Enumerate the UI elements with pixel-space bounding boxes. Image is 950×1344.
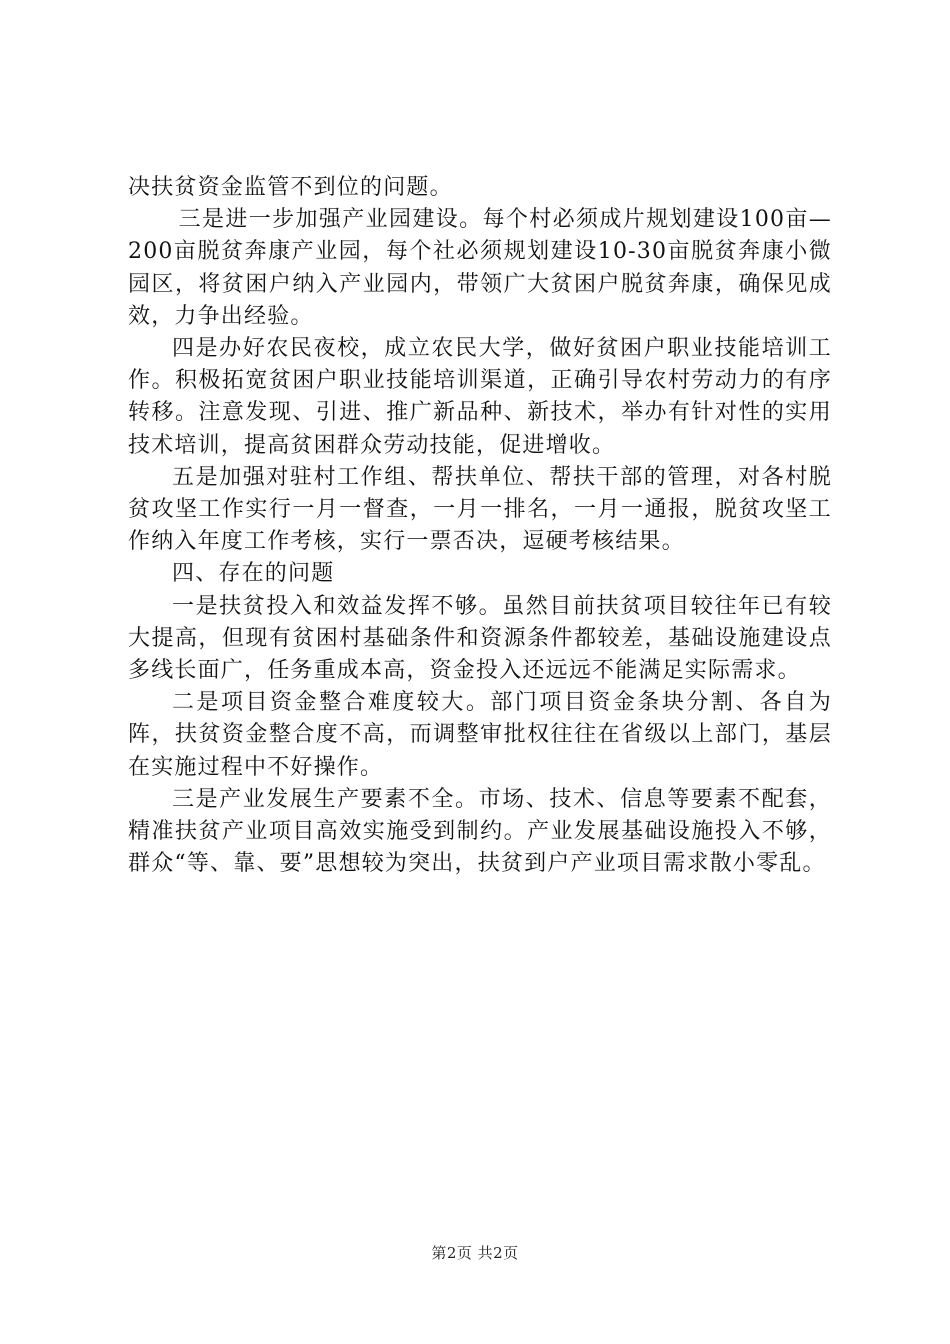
paragraph-problem-one: 一是扶贫投入和效益发挥不够。虽然目前扶贫项目较往年已有较大提高，但现有贫困村基础条件和资源条件都较差，基础设施建设点多线长面广，任务重成本高，资金投入还远远不能满足实际需求。 [128, 593, 832, 684]
paragraph-farmer-school: 四是办好农民夜校，成立农民大学，做好贫困户职业技能培训工作。积极拓宽贫困户职业技能培训渠道，正确引导农村劳动力的有序转移。注意发现、引进、推广新品种、新技术，举办有针对性的实用技术培训，提高贫困群众劳动技能，促进增收。 [128, 336, 832, 458]
paragraph-problem-two: 二是项目资金整合难度较大。部门项目资金条块分割、各自为阵，扶贫资金整合度不高，而调整审批权往往在省级以上部门，基层在实施过程中不好操作。 [128, 690, 832, 780]
paragraph-problem-three: 三是产业发展生产要素不全。市场、技术、信息等要素不配套，精准扶贫产业项目高效实施受到制约。产业发展基础设施投入不够，群众“等、靠、要”思想较为突出，扶贫到户产业项目需求散小零乱。 [128, 786, 832, 877]
document-body [128, 172, 832, 880]
section-heading-problems: 四、存在的问题 [172, 561, 335, 587]
paragraph-industrial-park: 三是进一步加强产业园建设。每个村必须成片规划建设100亩—200亩脱贫奔康产业园，每个社必须规划建设10-30亩脱贫奔康小微园区，将贫困户纳入产业园内，带领广大贫困户脱贫奔康，确保见成效，力争出经验。 [128, 207, 832, 329]
paragraph-management: 五是加强对驻村工作组、帮扶单位、帮扶干部的管理，对各村脱贫攻坚工作实行一月一督查，一月一排名，一月一通报，脱贫攻坚工作纳入年度工作考核，实行一票否决，逗硬考核结果。 [128, 464, 832, 555]
page-number: 第2页 共2页 [431, 1244, 519, 1262]
paragraph-continuation: 决扶贫资金监管不到位的问题。 [128, 175, 453, 200]
